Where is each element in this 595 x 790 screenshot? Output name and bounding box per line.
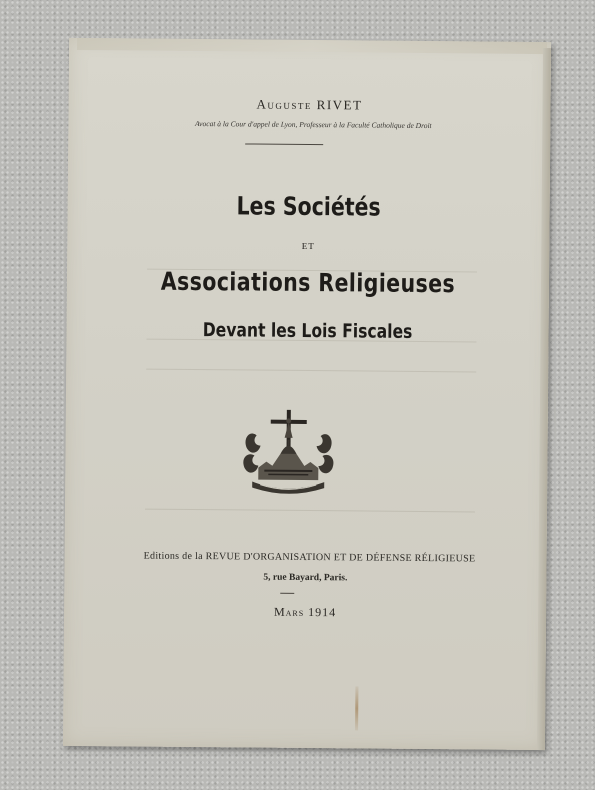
- show-through-line: [146, 369, 476, 373]
- title-line-2: Associations Religieuses: [160, 266, 456, 299]
- small-divider: [280, 593, 294, 594]
- publisher-line: Editions de la REVUE D'ORGANISATION ET DE DÉFENSE RÉLIGIEUSE: [143, 550, 476, 565]
- booklet-cover: [63, 38, 551, 750]
- title-line-1: Les Sociétés: [236, 191, 381, 222]
- author-name: Auguste RIVET: [256, 96, 363, 113]
- crucifix-basilica-emblem-icon: [240, 407, 337, 494]
- publication-date: Mars 1914: [273, 604, 337, 620]
- publisher-address: 5, rue Bayard, Paris.: [263, 572, 348, 584]
- page-edges: [537, 48, 551, 750]
- show-through-line: [145, 509, 475, 513]
- author-affiliation: Avocat à la Cour d'appel de Lyon, Professeur à la Faculté Catholique de Droit: [194, 119, 432, 131]
- title-line-3: Devant les Lois Fiscales: [202, 319, 413, 343]
- divider-rule: [245, 143, 323, 145]
- stain-mark: [355, 686, 358, 730]
- title-connector: ET: [301, 240, 315, 252]
